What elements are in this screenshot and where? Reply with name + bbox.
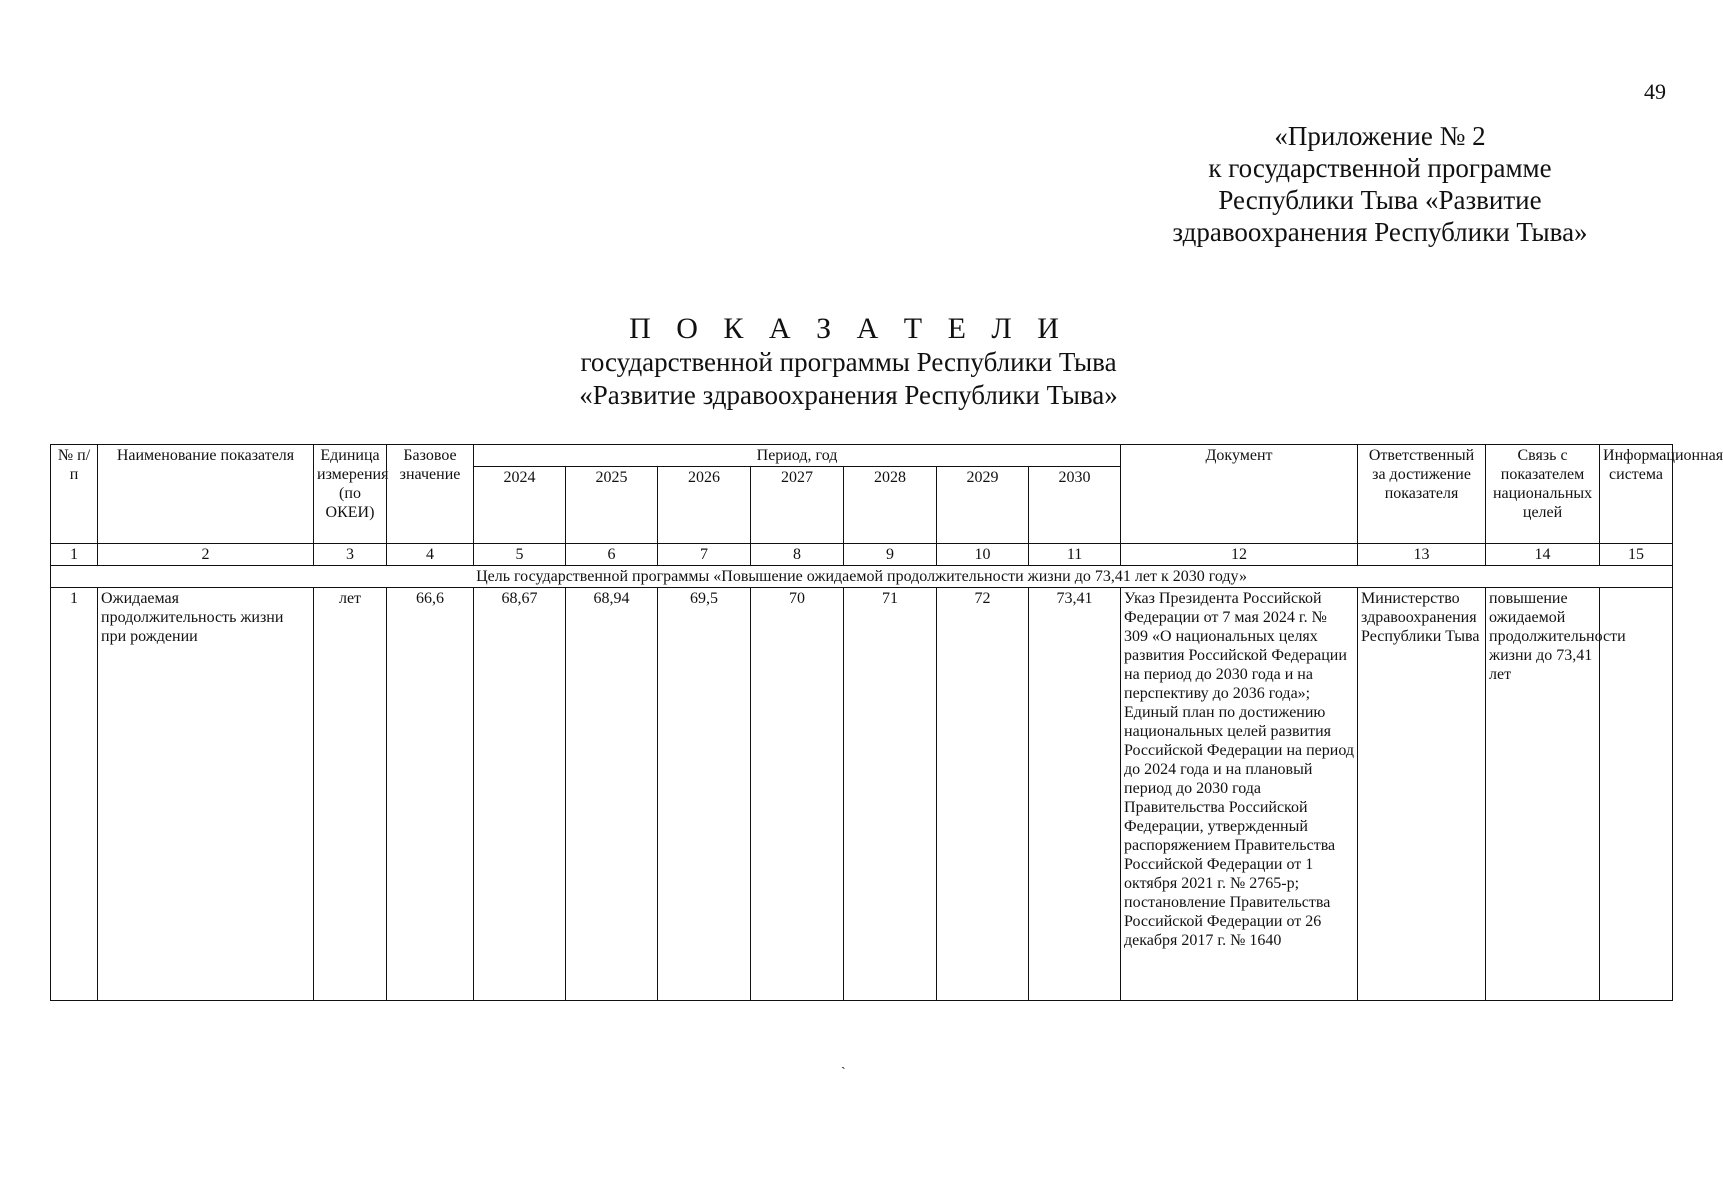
column-number: 7 xyxy=(658,544,751,566)
scan-mark: ˏ xyxy=(841,1055,846,1070)
appendix-line: Республики Тыва «Развитие xyxy=(1218,185,1542,215)
row-responsible: Министерство здравоохранения Республики Тыва xyxy=(1358,588,1486,1001)
row-value-2024: 68,67 xyxy=(474,588,566,1001)
row-num: 1 xyxy=(51,588,98,1001)
row-value-2030: 73,41 xyxy=(1029,588,1121,1001)
column-number: 11 xyxy=(1029,544,1121,566)
row-unit: лет xyxy=(314,588,387,1001)
title-subtitle-1: государственной программы Республики Тыва xyxy=(580,347,1117,377)
column-number: 10 xyxy=(937,544,1029,566)
header-responsible: Ответственный за достижение показателя xyxy=(1358,445,1486,544)
header-base: Базовое значение xyxy=(387,445,474,544)
appendix-line: к государственной программе xyxy=(1208,153,1552,183)
header-year: 2027 xyxy=(751,467,844,544)
header-document: Документ xyxy=(1121,445,1358,544)
column-number: 8 xyxy=(751,544,844,566)
page-number: 49 xyxy=(1644,79,1666,104)
row-indicator-name: Ожидаемая продолжительность жизни при рождении xyxy=(98,588,314,1001)
title-main: П О К А З А Т Е Л И xyxy=(629,312,1068,345)
header-info: Информационная система xyxy=(1600,445,1673,544)
appendix-line: здравоохранения Республики Тыва» xyxy=(1172,217,1588,247)
row-value-2026: 69,5 xyxy=(658,588,751,1001)
header-period: Период, год xyxy=(474,445,1121,467)
row-value-2027: 70 xyxy=(751,588,844,1001)
header-unit: Единица измерения (по ОКЕИ) xyxy=(314,445,387,544)
column-number: 13 xyxy=(1358,544,1486,566)
header-year: 2024 xyxy=(474,467,566,544)
goal-row xyxy=(51,566,1673,588)
document-title xyxy=(0,312,1697,412)
row-document: Указ Президента Российской Федерации от 7 мая 2024 г. № 309 «О национальных целях развития Российской Федерации на период до 2030 года и на перспективу до 2036 года»; Единый план по достижению национальных целей развития Российской Федерации на период до 2024 года и на плановый период до 2030 года Правительства Российской Федерации, утвержденный распоряжением Правительства Российской Федерации от 1 октября 2021 г. № 2765-р; постановление Правительства Российской Федерации от 26 декабря 2017 г. № 1640 xyxy=(1121,588,1358,1001)
column-number: 12 xyxy=(1121,544,1358,566)
header-row xyxy=(51,445,1673,467)
column-number: 2 xyxy=(98,544,314,566)
column-number-row xyxy=(51,544,1673,566)
program-goal: Цель государственной программы «Повышение ожидаемой продолжительности жизни до 73,41 лет к 2030 году» xyxy=(51,566,1673,588)
header-year: 2026 xyxy=(658,467,751,544)
row-value-2028: 71 xyxy=(844,588,937,1001)
column-number: 4 xyxy=(387,544,474,566)
column-number: 14 xyxy=(1486,544,1600,566)
column-number: 15 xyxy=(1600,544,1673,566)
table-row xyxy=(51,588,1673,1001)
header-name: Наименование показателя xyxy=(98,445,314,544)
appendix-line: «Приложение № 2 xyxy=(1274,121,1486,151)
indicators-table xyxy=(50,444,1723,1001)
row-national-goal-link: повышение ожидаемой продолжительности жизни до 73,41 лет xyxy=(1486,588,1600,1001)
header-num: № п/п xyxy=(51,445,98,544)
title-subtitle-2: «Развитие здравоохранения Республики Тыва» xyxy=(579,380,1118,410)
column-number: 6 xyxy=(566,544,658,566)
header-year: 2028 xyxy=(844,467,937,544)
appendix-note xyxy=(1140,120,1620,248)
column-number: 9 xyxy=(844,544,937,566)
column-number: 1 xyxy=(51,544,98,566)
row-value-2029: 72 xyxy=(937,588,1029,1001)
header-year: 2029 xyxy=(937,467,1029,544)
column-number: 3 xyxy=(314,544,387,566)
header-year: 2025 xyxy=(566,467,658,544)
row-value-2025: 68,94 xyxy=(566,588,658,1001)
header-year: 2030 xyxy=(1029,467,1121,544)
row-base-value: 66,6 xyxy=(387,588,474,1001)
row-info-system xyxy=(1600,588,1673,1001)
header-link: Связь с показателем национальных целей xyxy=(1486,445,1600,544)
column-number: 5 xyxy=(474,544,566,566)
